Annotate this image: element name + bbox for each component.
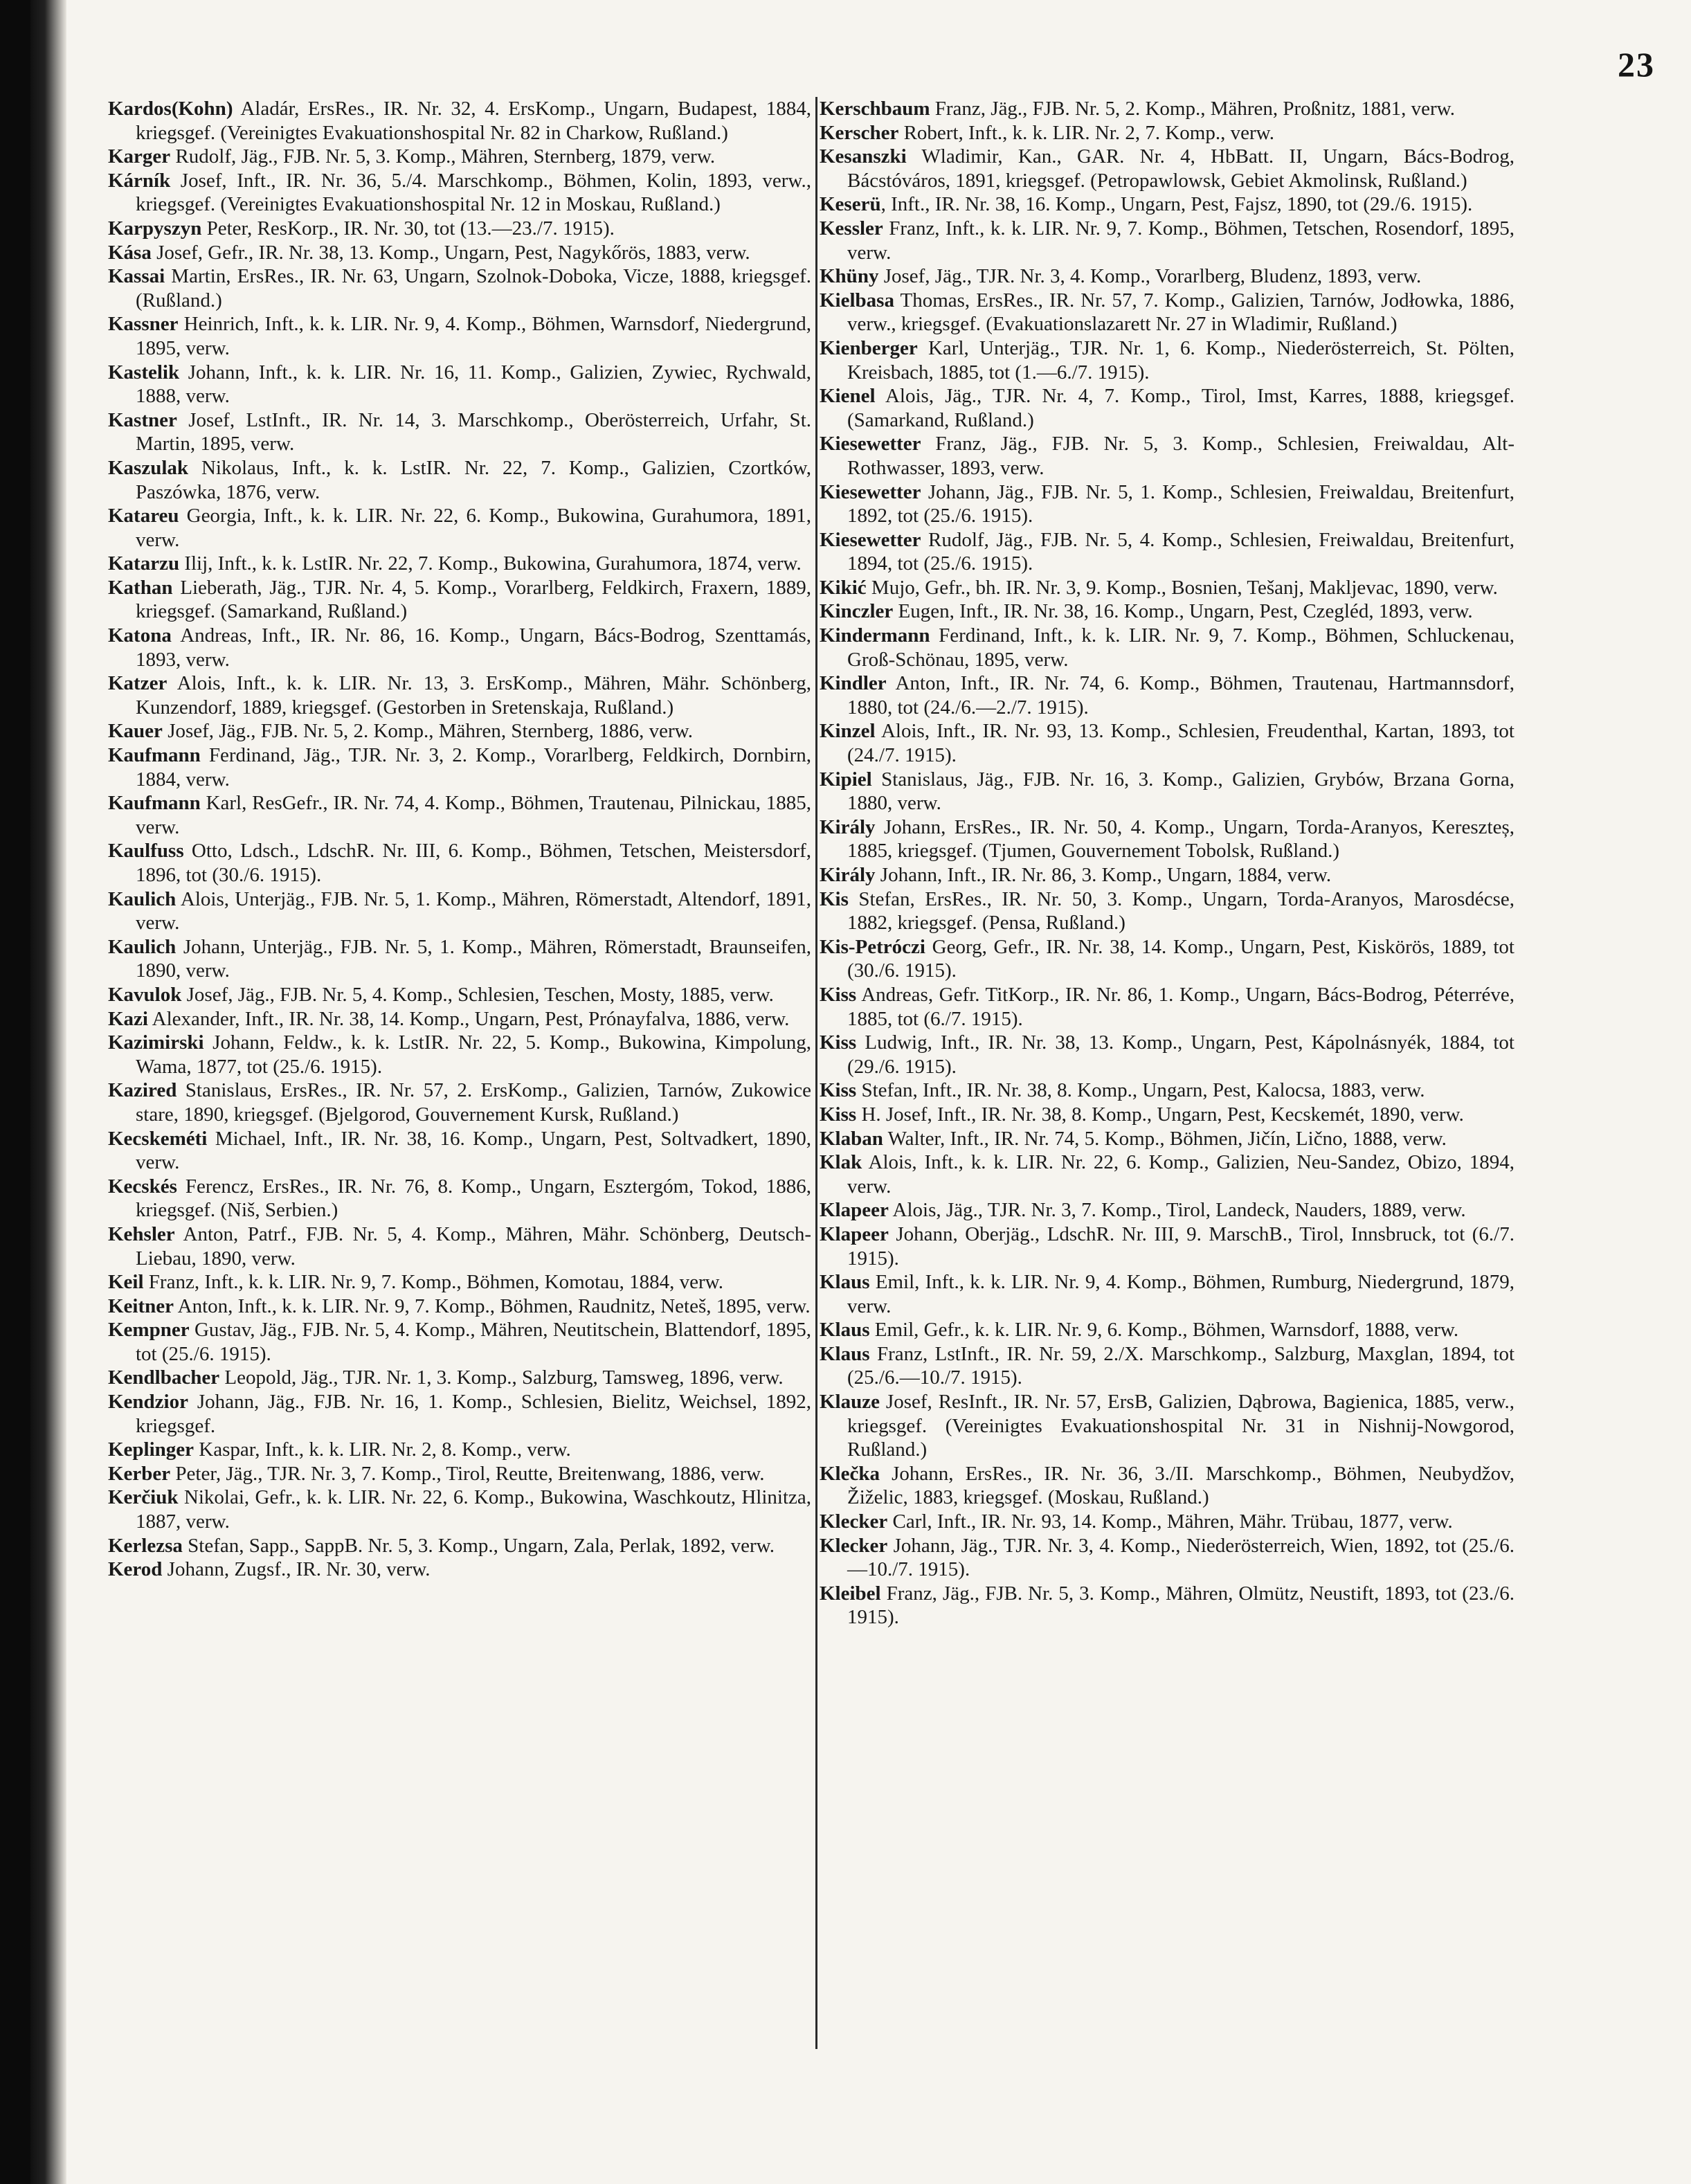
entry-details: Johann, Jäg., TJR. Nr. 3, 4. Komp., Niederösterreich, Wien, 1892, tot (25./6.—10./7. 1915). bbox=[847, 1534, 1514, 1581]
entry-details: Thomas, ErsRes., IR. Nr. 57, 7. Komp., Galizien, Tarnów, Jodłowka, 1886, verw., kriegsgef. (Evakuationslazarett Nr. 27 in Wladimir, Rußland.) bbox=[847, 289, 1514, 336]
casualty-entry bbox=[108, 552, 811, 576]
entry-details: Alois, Inft., k. k. LIR. Nr. 13, 3. ErsKomp., Mähren, Mähr. Schönberg, Kunzendorf, 1889, kriegsgef. (Gestorben in Sretenskaja, Rußland.) bbox=[136, 672, 811, 719]
casualty-entry bbox=[820, 1127, 1514, 1151]
entry-surname: Kienel bbox=[820, 385, 876, 408]
entry-surname: Klecker bbox=[820, 1510, 888, 1533]
entry-details: Andreas, Gefr. TitKorp., IR. Nr. 86, 1. Komp., Ungarn, Bács-Bodrog, Péterréve, 1885, tot (6./7. 1915). bbox=[847, 983, 1514, 1030]
casualty-entry bbox=[820, 671, 1514, 719]
entry-details: Leopold, Jäg., TJR. Nr. 1, 3. Komp., Salzburg, Tamsweg, 1896, verw. bbox=[219, 1366, 784, 1389]
entry-details: Georg, Gefr., IR. Nr. 38, 14. Komp., Ungarn, Pest, Kiskörös, 1889, tot (30./6. 1915). bbox=[847, 935, 1514, 982]
entry-surname: Karpyszyn bbox=[108, 217, 202, 240]
entry-details: Heinrich, Inft., k. k. LIR. Nr. 9, 4. Komp., Böhmen, Warnsdorf, Niedergrund, 1895, verw. bbox=[136, 313, 811, 359]
entry-surname: Kerscher bbox=[820, 121, 899, 144]
casualty-entry bbox=[108, 1318, 811, 1366]
entry-details: Karl, Unterjäg., TJR. Nr. 1, 6. Komp., Niederösterreich, St. Pölten, Kreisbach, 1885, tot (1.—6./7. 1915). bbox=[847, 336, 1514, 383]
casualty-entry bbox=[108, 719, 811, 743]
entry-surname: Klecker bbox=[820, 1534, 888, 1557]
entry-surname: Kis-Petróczi bbox=[820, 935, 925, 958]
entry-details: Franz, LstInft., IR. Nr. 59, 2./X. Marschkomp., Salzburg, Maxglan, 1894, tot (25./6.—10./7. 1915). bbox=[847, 1342, 1514, 1389]
entry-surname: Kaulich bbox=[108, 935, 177, 958]
entry-surname: Klapeer bbox=[820, 1222, 889, 1245]
entry-surname: Kastner bbox=[108, 408, 177, 431]
casualty-entry bbox=[820, 1510, 1514, 1534]
entry-details: Johann, ErsRes., IR. Nr. 36, 3./II. Marschkomp., Böhmen, Neubydžov, Žiželic, 1883, kriegsgef. (Moskau, Rußland.) bbox=[847, 1462, 1514, 1509]
entry-details: Wladimir, Kan., GAR. Nr. 4, HbBatt. II, Ungarn, Bács-Bodrog, Bácstóváros, 1891, kriegsgef. (Petropawlowsk, Gebiet Akmolinsk, Rußland.) bbox=[847, 145, 1514, 192]
casualty-entry bbox=[820, 887, 1514, 935]
casualty-entry bbox=[820, 192, 1514, 217]
entry-details: Robert, Inft., k. k. LIR. Nr. 2, 7. Komp., verw. bbox=[898, 121, 1274, 144]
casualty-entry bbox=[108, 217, 811, 241]
casualty-entry bbox=[820, 599, 1514, 624]
entry-details: Alois, Jäg., TJR. Nr. 4, 7. Komp., Tirol, Imst, Karres, 1888, kriegsgef. (Samarkand, Rußland.) bbox=[847, 385, 1514, 431]
entry-surname: Katona bbox=[108, 624, 172, 647]
entry-surname: Kienberger bbox=[820, 336, 918, 359]
entry-surname: Kecskés bbox=[108, 1175, 177, 1198]
entry-details: Franz, Inft., k. k. LIR. Nr. 9, 7. Komp., Böhmen, Tetschen, Rosendorf, 1895, verw. bbox=[847, 217, 1514, 264]
entry-details: Franz, Jäg., FJB. Nr. 5, 2. Komp., Mähren, Proßnitz, 1881, verw. bbox=[930, 98, 1455, 120]
casualty-entry bbox=[820, 935, 1514, 983]
casualty-entry bbox=[820, 121, 1514, 145]
casualty-entry bbox=[820, 336, 1514, 384]
casualty-entry bbox=[820, 983, 1514, 1031]
casualty-entry bbox=[820, 1079, 1514, 1103]
casualty-entry bbox=[108, 983, 811, 1007]
entry-surname: Kerčiuk bbox=[108, 1486, 179, 1509]
entry-surname: Klapeer bbox=[820, 1199, 889, 1222]
entry-surname: Kessler bbox=[820, 217, 883, 240]
entry-details: Johann, Feldw., k. k. LstIR. Nr. 22, 5. Komp., Bukowina, Kimpolung, Wama, 1877, tot (25./6. 1915). bbox=[136, 1031, 811, 1078]
entry-surname: Klauze bbox=[820, 1391, 880, 1414]
casualty-entry bbox=[820, 1031, 1514, 1079]
entry-details: H. Josef, Inft., IR. Nr. 38, 8. Komp., Ungarn, Pest, Kecskemét, 1890, verw. bbox=[856, 1103, 1464, 1126]
casualty-entry bbox=[820, 624, 1514, 671]
casualty-entry bbox=[108, 935, 811, 983]
entry-surname: Kaulich bbox=[108, 887, 177, 910]
casualty-entry bbox=[108, 1031, 811, 1079]
entry-surname: Khüny bbox=[820, 265, 879, 288]
entry-surname: Kipiel bbox=[820, 768, 872, 791]
entry-details: Stefan, ErsRes., IR. Nr. 50, 3. Komp., Ungarn, Torda-Aranyos, Marosdécse, 1882, kriegsgef. (Pensa, Rußland.) bbox=[847, 887, 1514, 935]
entry-details: Josef, Gefr., IR. Nr. 38, 13. Komp., Ungarn, Pest, Nagykőrös, 1883, verw. bbox=[151, 241, 750, 264]
casualty-entry bbox=[820, 145, 1514, 192]
entry-details: Kaspar, Inft., k. k. LIR. Nr. 2, 8. Komp., verw. bbox=[194, 1438, 571, 1461]
entry-details: Josef, Jäg., FJB. Nr. 5, 2. Komp., Mähren, Sternberg, 1886, verw. bbox=[162, 720, 693, 743]
casualty-entry bbox=[820, 384, 1514, 432]
casualty-entry bbox=[820, 863, 1514, 887]
entry-surname: Kempner bbox=[108, 1319, 190, 1342]
entry-surname: Kerlezsa bbox=[108, 1534, 183, 1557]
entry-surname: Kiss bbox=[820, 1079, 857, 1102]
entry-surname: Kaszulak bbox=[108, 456, 189, 479]
casualty-entry bbox=[108, 743, 811, 791]
entry-details: Andreas, Inft., IR. Nr. 86, 16. Komp., Ungarn, Bács-Bodrog, Szenttamás, 1893, verw. bbox=[136, 624, 811, 671]
entry-surname: Kastelik bbox=[108, 361, 180, 383]
casualty-entry bbox=[820, 97, 1514, 121]
entry-surname: Kindermann bbox=[820, 624, 930, 647]
casualty-entry bbox=[820, 576, 1514, 600]
casualty-entry bbox=[820, 1342, 1514, 1390]
entry-surname: Keplinger bbox=[108, 1438, 195, 1461]
entry-surname: Klaus bbox=[820, 1271, 870, 1294]
entry-surname: Keserü bbox=[820, 193, 881, 216]
entry-details: Johann, Unterjäg., FJB. Nr. 5, 1. Komp., Mähren, Römerstadt, Braunseifen, 1890, verw. bbox=[136, 935, 811, 982]
entry-surname: Kindler bbox=[820, 672, 887, 695]
casualty-entry bbox=[108, 1222, 811, 1270]
casualty-entry bbox=[820, 1390, 1514, 1462]
casualty-entry bbox=[108, 624, 811, 671]
casualty-entry bbox=[108, 264, 811, 312]
entry-surname: Katzer bbox=[108, 672, 168, 695]
entry-surname: Kiss bbox=[820, 1103, 857, 1126]
entry-surname: Kinzel bbox=[820, 720, 876, 743]
entry-details: Josef, ResInft., IR. Nr. 57, ErsB, Galizien, Dąbrowa, Bagienica, 1885, verw., kriegsgef. (Vereinigtes Evakuationshospital Nr. 31 in Nishnij-Nowgorod, Rußland.) bbox=[847, 1391, 1514, 1461]
entry-details: Ferdinand, Inft., k. k. LIR. Nr. 9, 7. Komp., Böhmen, Schluckenau, Groß-Schönau, 1895, verw. bbox=[847, 624, 1514, 671]
casualty-entry bbox=[108, 1366, 811, 1390]
entry-surname: Katarzu bbox=[108, 552, 180, 575]
entry-details: Johann, Jäg., FJB. Nr. 5, 1. Komp., Schlesien, Freiwaldau, Breitenfurt, 1892, tot (25./6. 1915). bbox=[847, 480, 1514, 527]
casualty-entry bbox=[108, 1175, 811, 1222]
entry-surname: Kikić bbox=[820, 576, 867, 599]
casualty-entry bbox=[820, 289, 1514, 336]
entry-surname: Kiesewetter bbox=[820, 480, 921, 503]
entry-surname: Kardos(Kohn) bbox=[108, 98, 233, 120]
entry-details: Stefan, Sapp., SappB. Nr. 5, 3. Komp., Ungarn, Zala, Perlak, 1892, verw. bbox=[182, 1534, 775, 1557]
entry-surname: Kiss bbox=[820, 983, 857, 1006]
entry-surname: Kerschbaum bbox=[820, 98, 930, 120]
casualty-entry bbox=[108, 791, 811, 839]
entry-details: Carl, Inft., IR. Nr. 93, 14. Komp., Mähren, Mähr. Trübau, 1877, verw. bbox=[887, 1510, 1453, 1533]
casualty-entry bbox=[108, 1534, 811, 1558]
casualty-entry bbox=[108, 456, 811, 504]
casualty-entry bbox=[108, 1558, 811, 1582]
casualty-entry bbox=[108, 1294, 811, 1319]
entry-surname: Kazired bbox=[108, 1079, 177, 1102]
entry-details: Anton, Inft., IR. Nr. 74, 6. Komp., Böhmen, Trautenau, Hartmannsdorf, 1880, tot (24./6.—2./7. 1915). bbox=[847, 672, 1514, 719]
entry-surname: Kaulfuss bbox=[108, 840, 184, 863]
entry-details: Ferencz, ErsRes., IR. Nr. 76, 8. Komp., Ungarn, Esztergóm, Tokod, 1886, kriegsgef. (Niš, Serbien.) bbox=[136, 1175, 811, 1222]
entry-surname: Kleibel bbox=[820, 1582, 881, 1605]
entry-surname: Keil bbox=[108, 1271, 144, 1294]
entry-details: Gustav, Jäg., FJB. Nr. 5, 4. Komp., Mähren, Neutitschein, Blattendorf, 1895, tot (25./6. 1915). bbox=[136, 1319, 811, 1365]
entry-surname: Kerod bbox=[108, 1558, 163, 1581]
casualty-entry bbox=[108, 671, 811, 719]
left-column bbox=[108, 97, 811, 1582]
casualty-entry bbox=[820, 432, 1514, 480]
entry-details: Ferdinand, Jäg., TJR. Nr. 3, 2. Komp., Vorarlberg, Feldkirch, Dornbirn, 1884, verw. bbox=[136, 744, 811, 791]
casualty-entry bbox=[820, 815, 1514, 863]
entry-details: Mujo, Gefr., bh. IR. Nr. 3, 9. Komp., Bosnien, Tešanj, Makljevac, 1890, verw. bbox=[866, 576, 1498, 599]
casualty-entry bbox=[108, 97, 811, 145]
entry-details: Franz, Inft., k. k. LIR. Nr. 9, 7. Komp., Böhmen, Komotau, 1884, verw. bbox=[143, 1271, 723, 1294]
casualty-entry bbox=[820, 480, 1514, 528]
entry-details: Stanislaus, ErsRes., IR. Nr. 57, 2. ErsKomp., Galizien, Tarnów, Zukowice stare, 1890, kriegsgef. (Bjelgorod, Gouvernement Kursk, Rußland.) bbox=[136, 1079, 811, 1126]
casualty-entry bbox=[108, 1079, 811, 1126]
entry-details: Johann, ErsRes., IR. Nr. 50, 4. Komp., Ungarn, Torda-Aranyos, Kereszteș, 1885, kriegsgef. (Tjumen, Gouvernement Tobolsk, Rußland.) bbox=[847, 815, 1514, 863]
entry-surname: Kaufmann bbox=[108, 792, 201, 815]
entry-surname: Kielbasa bbox=[820, 289, 894, 312]
entry-details: Rudolf, Jäg., FJB. Nr. 5, 3. Komp., Mähren, Sternberg, 1879, verw. bbox=[170, 145, 716, 168]
entry-surname: Kendlbacher bbox=[108, 1366, 220, 1389]
entry-surname: Klaus bbox=[820, 1342, 870, 1365]
entry-details: Martin, ErsRes., IR. Nr. 63, Ungarn, Szolnok-Doboka, Vicze, 1888, kriegsgef. (Rußland.) bbox=[136, 265, 811, 312]
entry-surname: Kiss bbox=[820, 1031, 857, 1054]
entry-surname: Klečka bbox=[820, 1462, 880, 1485]
entry-details: Anton, Patrf., FJB. Nr. 5, 4. Komp., Mähren, Mähr. Schönberg, Deutsch-Liebau, 1890, verw. bbox=[136, 1222, 811, 1270]
casualty-entry bbox=[820, 264, 1514, 289]
entry-details: Rudolf, Jäg., FJB. Nr. 5, 4. Komp., Schlesien, Freiwaldau, Breitenfurt, 1894, tot (25./6. 1915). bbox=[847, 528, 1514, 575]
column-divider bbox=[815, 97, 817, 2049]
entry-surname: Klaban bbox=[820, 1127, 883, 1150]
entry-surname: Kathan bbox=[108, 576, 173, 599]
entry-details: Emil, Gefr., k. k. LIR. Nr. 9, 6. Komp., Böhmen, Warnsdorf, 1888, verw. bbox=[869, 1319, 1459, 1342]
entry-details: Johann, Oberjäg., LdschR. Nr. III, 9. MarschB., Tirol, Innsbruck, tot (6./7. 1915). bbox=[847, 1222, 1514, 1270]
casualty-entry bbox=[108, 1438, 811, 1462]
entry-details: Nikolai, Gefr., k. k. LIR. Nr. 22, 6. Komp., Bukowina, Waschkoutz, Hlinitza, 1887, verw. bbox=[136, 1486, 811, 1533]
entry-surname: Kesanszki bbox=[820, 145, 907, 168]
casualty-entry bbox=[820, 1582, 1514, 1630]
entry-surname: Kinczler bbox=[820, 600, 894, 623]
entry-details: Stanislaus, Jäg., FJB. Nr. 16, 3. Komp., Galizien, Grybów, Brzana Gorna, 1880, verw. bbox=[847, 768, 1514, 815]
entry-details: Otto, Ldsch., LdschR. Nr. III, 6. Komp., Böhmen, Tetschen, Meistersdorf, 1896, tot (30./6. 1915). bbox=[136, 840, 811, 886]
entry-details: Johann, Inft., k. k. LIR. Nr. 16, 11. Komp., Galizien, Zywiec, Rychwald, 1888, verw. bbox=[136, 361, 811, 408]
casualty-entry bbox=[108, 576, 811, 624]
entry-details: Alois, Inft., IR. Nr. 93, 13. Komp., Schlesien, Freudenthal, Kartan, 1893, tot (24./7. 1915). bbox=[847, 720, 1514, 767]
casualty-entry bbox=[108, 408, 811, 456]
entry-surname: Kazimirski bbox=[108, 1031, 204, 1054]
casualty-entry bbox=[820, 1534, 1514, 1582]
entry-details: Anton, Inft., k. k. LIR. Nr. 9, 7. Komp., Böhmen, Raudnitz, Neteš, 1895, verw. bbox=[174, 1294, 811, 1317]
entry-details: Josef, Jäg., FJB. Nr. 5, 4. Komp., Schlesien, Teschen, Mosty, 1885, verw. bbox=[181, 983, 774, 1006]
casualty-entry bbox=[820, 1270, 1514, 1318]
scanned-page bbox=[30, 0, 1691, 2184]
entry-surname: Kassai bbox=[108, 265, 165, 288]
casualty-entry bbox=[820, 217, 1514, 264]
casualty-entry bbox=[820, 768, 1514, 815]
entry-surname: Klak bbox=[820, 1151, 862, 1174]
entry-details: Peter, Jäg., TJR. Nr. 3, 7. Komp., Tirol, Reutte, Breitenwang, 1886, verw. bbox=[170, 1462, 765, 1485]
entry-surname: Klaus bbox=[820, 1319, 870, 1342]
casualty-entry bbox=[108, 1462, 811, 1486]
entry-details: Alois, Jäg., TJR. Nr. 3, 7. Komp., Tirol, Landeck, Nauders, 1889, verw. bbox=[888, 1199, 1466, 1222]
casualty-entry bbox=[108, 145, 811, 169]
entry-surname: Kása bbox=[108, 241, 152, 264]
entry-details: Michael, Inft., IR. Nr. 38, 16. Komp., Ungarn, Pest, Soltvadkert, 1890, verw. bbox=[136, 1127, 811, 1174]
entry-details: Stefan, Inft., IR. Nr. 38, 8. Komp., Ungarn, Pest, Kalocsa, 1883, verw. bbox=[856, 1079, 1425, 1102]
entry-surname: Kauer bbox=[108, 720, 163, 743]
entry-details: Josef, Jäg., TJR. Nr. 3, 4. Komp., Vorarlberg, Bludenz, 1893, verw. bbox=[878, 265, 1422, 288]
entry-details: Aladár, ErsRes., IR. Nr. 32, 4. ErsKomp., Ungarn, Budapest, 1884, kriegsgef. (Vereinigtes Evakuationshospital Nr. 82 in Charkow, Rußland.) bbox=[136, 98, 811, 144]
casualty-entry bbox=[820, 1103, 1514, 1127]
entry-details: Josef, LstInft., IR. Nr. 14, 3. Marschkomp., Oberösterreich, Urfahr, St. Martin, 1895, verw. bbox=[136, 408, 811, 455]
entry-details: Ilij, Inft., k. k. LstIR. Nr. 22, 7. Komp., Bukowina, Gurahumora, 1874, verw. bbox=[179, 552, 802, 575]
entry-surname: Kiesewetter bbox=[820, 528, 921, 551]
entry-surname: Király bbox=[820, 864, 876, 886]
entry-details: Emil, Inft., k. k. LIR. Nr. 9, 4. Komp., Böhmen, Rumburg, Niedergrund, 1879, verw. bbox=[847, 1271, 1514, 1317]
entry-surname: Kendzior bbox=[108, 1391, 188, 1414]
entry-surname: Kaufmann bbox=[108, 744, 201, 767]
entry-details: Franz, Jäg., FJB. Nr. 5, 3. Komp., Schlesien, Freiwaldau, Alt-Rothwasser, 1893, verw. bbox=[847, 433, 1514, 479]
entry-surname: Kiesewetter bbox=[820, 433, 921, 455]
casualty-entry bbox=[820, 1150, 1514, 1198]
casualty-entry bbox=[820, 1222, 1514, 1270]
entry-surname: Keitner bbox=[108, 1294, 174, 1317]
entry-details: Karl, ResGefr., IR. Nr. 74, 4. Komp., Böhmen, Trautenau, Pilnickau, 1885, verw. bbox=[136, 792, 811, 838]
entry-details: Alois, Inft., k. k. LIR. Nr. 22, 6. Komp., Galizien, Neu-Sandez, Obizo, 1894, verw. bbox=[847, 1151, 1514, 1198]
casualty-entry bbox=[108, 1007, 811, 1031]
entry-surname: Kehsler bbox=[108, 1222, 175, 1245]
casualty-entry bbox=[108, 1270, 811, 1294]
entry-details: Ludwig, Inft., IR. Nr. 38, 13. Komp., Ungarn, Pest, Kápolnásnyék, 1884, tot (29./6. 1915). bbox=[847, 1031, 1514, 1078]
casualty-entry bbox=[108, 241, 811, 265]
entry-details: Alois, Unterjäg., FJB. Nr. 5, 1. Komp., Mähren, Römerstadt, Altendorf, 1891, verw. bbox=[136, 887, 811, 935]
entry-details: Alexander, Inft., IR. Nr. 38, 14. Komp., Ungarn, Pest, Prónayfalva, 1886, verw. bbox=[148, 1007, 790, 1030]
entry-details: Johann, Jäg., FJB. Nr. 16, 1. Komp., Schlesien, Bielitz, Weichsel, 1892, kriegsgef. bbox=[136, 1391, 811, 1437]
casualty-entry bbox=[820, 1318, 1514, 1342]
entry-surname: Kerber bbox=[108, 1462, 171, 1485]
casualty-entry bbox=[108, 887, 811, 935]
page-binding-edge bbox=[30, 0, 66, 2184]
entry-details: Eugen, Inft., IR. Nr. 38, 16. Komp., Ungarn, Pest, Czegléd, 1893, verw. bbox=[893, 600, 1473, 623]
entry-surname: Karger bbox=[108, 145, 171, 168]
entry-details: Georgia, Inft., k. k. LIR. Nr. 22, 6. Komp., Bukowina, Gurahumora, 1891, verw. bbox=[136, 505, 811, 551]
entry-details: Johann, Zugsf., IR. Nr. 30, verw. bbox=[162, 1558, 431, 1581]
casualty-entry bbox=[820, 719, 1514, 767]
entry-surname: Király bbox=[820, 815, 876, 838]
right-column bbox=[820, 97, 1514, 1630]
entry-details: Nikolaus, Inft., k. k. LstIR. Nr. 22, 7. Komp., Galizien, Czortków, Paszówka, 1876, verw. bbox=[136, 456, 811, 503]
casualty-entry bbox=[820, 528, 1514, 576]
entry-details: Josef, Inft., IR. Nr. 36, 5./4. Marschkomp., Böhmen, Kolin, 1893, verw., kriegsgef. (Vereinigtes Evakuationshospital Nr. 12 in Moskau, Rußland.) bbox=[136, 169, 811, 216]
entry-details: Johann, Inft., IR. Nr. 86, 3. Komp., Ungarn, 1884, verw. bbox=[875, 864, 1332, 886]
casualty-entry bbox=[108, 504, 811, 552]
casualty-entry bbox=[108, 1390, 811, 1438]
entry-details: , Inft., IR. Nr. 38, 16. Komp., Ungarn, Pest, Fajsz, 1890, tot (29./6. 1915). bbox=[880, 193, 1473, 216]
entry-surname: Kazi bbox=[108, 1007, 148, 1030]
entry-details: Franz, Jäg., FJB. Nr. 5, 3. Komp., Mähren, Olmütz, Neustift, 1893, tot (23./6. 1915). bbox=[847, 1582, 1514, 1629]
entry-surname: Kis bbox=[820, 887, 849, 910]
casualty-entry bbox=[108, 169, 811, 217]
entry-details: Walter, Inft., IR. Nr. 74, 5. Komp., Böhmen, Jičín, Lično, 1888, verw. bbox=[883, 1127, 1447, 1150]
casualty-entry bbox=[108, 1486, 811, 1533]
casualty-entry bbox=[820, 1462, 1514, 1510]
casualty-entry bbox=[108, 312, 811, 360]
casualty-entry bbox=[108, 839, 811, 887]
page-number: 23 bbox=[1618, 45, 1655, 84]
entry-details: Lieberath, Jäg., TJR. Nr. 4, 5. Komp., Vorarlberg, Feldkirch, Fraxern, 1889, kriegsgef. (Samarkand, Rußland.) bbox=[136, 576, 811, 623]
entry-surname: Kárník bbox=[108, 169, 171, 192]
entry-details: Peter, ResKorp., IR. Nr. 30, tot (13.—23./7. 1915). bbox=[201, 217, 615, 240]
casualty-entry bbox=[108, 1127, 811, 1175]
entry-surname: Kassner bbox=[108, 313, 179, 336]
entry-surname: Katareu bbox=[108, 505, 179, 527]
entry-surname: Kecskeméti bbox=[108, 1127, 208, 1150]
casualty-entry bbox=[820, 1198, 1514, 1222]
casualty-entry bbox=[108, 361, 811, 408]
entry-surname: Kavulok bbox=[108, 983, 182, 1006]
